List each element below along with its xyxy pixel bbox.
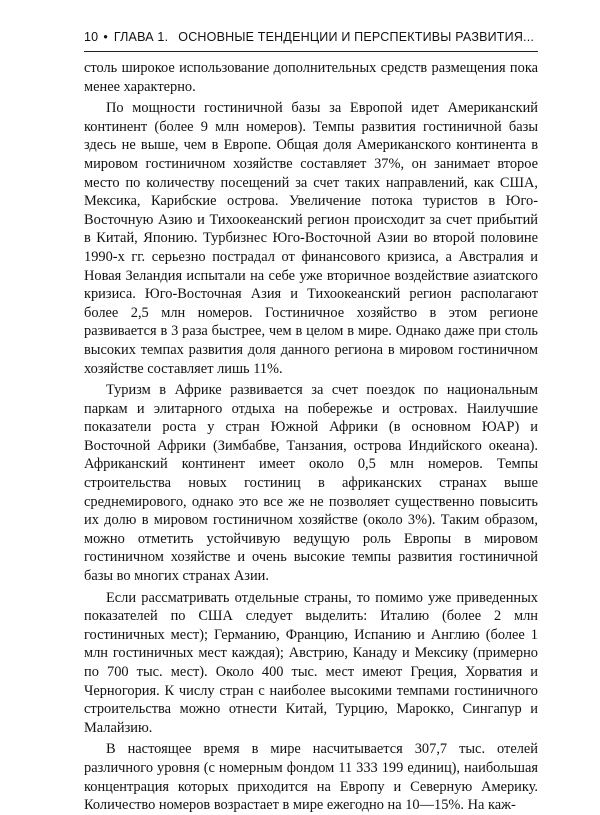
paragraph-countries: Если рассматривать отдельные страны, то помимо уже приведенных показателей по США следует выделить: Италию (более 2 млн гостиничных мест); Германию, Францию, Испанию и Англию (более 1 млн гостиничных мест каждая); Австрию, Канаду и Мексику (примерно по 700 тыс. мест). Около 400 тыс. мест имеют Греция, Хорватия и Черногория. К числу стран с наиболее высокими темпами гостиничного строительства можно отнести Китай, Турцию, Марокко, Сингапур и Малайзию. xyxy=(84,589,538,736)
running-header xyxy=(84,30,538,52)
paragraph-world-hotels: В настоящее время в мире насчитывается 307,7 тыс. отелей различного уровня (с номерным фондом 11 333 199 единиц), наибольшая концентрация которых приходится на Европу и Северную Америку. Количество номеров возрастает в мире ежегодно на 10—15%. На каж- xyxy=(84,741,538,814)
paragraph-continued: столь широкое использование дополнительных средств размещения пока менее характерно. xyxy=(84,60,538,95)
chapter-label: ГЛАВА 1. xyxy=(113,30,169,44)
body-text xyxy=(84,59,538,815)
chapter-title: ОСНОВНЫЕ ТЕНДЕНЦИИ И ПЕРСПЕКТИВЫ РАЗВИТИЯ... xyxy=(178,30,535,44)
paragraph-americas: По мощности гостиничной базы за Европой идет Американский континент (более 9 млн номеров). Темпы развития гостиничной базы здесь не выше, чем в Европе. Общая доля Американского континента в мировом гостиничном хозяйстве составляет 37%, он занимает второе место по количеству посещений за счет таких направлений, как США, Мексика, Карибские острова. Увеличение потока туристов в Юго-Восточную Азию и Тихоокеанский регион происходит за счет прибытий в Китай, Японию. Турбизнес Юго-Восточной Азии во второй половине 1990-х гг. серьезно пострадал от финансового кризиса, а Австралия и Новая Зеландия испытали на себе уже вторичное воздействие азиатского кризиса. Юго-Восточная Азия и Тихоокеанский регион располагают более 2,5 млн номеров. Гостиничное хозяйство в этом регионе развивается в 3 раза быстрее, чем в целом в мире. Однако даже при столь высоких темпах развития доля данного региона в мировом гостиничном хозяйстве составляет лишь 11%. xyxy=(84,100,538,377)
paragraph-africa: Туризм в Африке развивается за счет поездок по национальным паркам и элитарного отдыха на побережье и островах. Наилучшие показатели роста у стран Южной Африки (в основном ЮАР) и Восточной Африки (Зимбабве, Танзания, острова Индийского океана). Африканский континент имеет около 0,5 млн номеров. Темпы строительства новых гостиниц в африканских странах выше среднемирового, однако это все же не позволяет существенно повысить их долю в мировом гостиничном хозяйстве (около 3%). Таким образом, можно отметить устойчивую ведущую роль Европы в мировом гостиничном хозяйстве и очень высокие темпы развития гостиничной базы во многих странах Азии. xyxy=(84,382,538,585)
page-number: 10 xyxy=(84,30,99,44)
header-separator: • xyxy=(103,30,108,44)
